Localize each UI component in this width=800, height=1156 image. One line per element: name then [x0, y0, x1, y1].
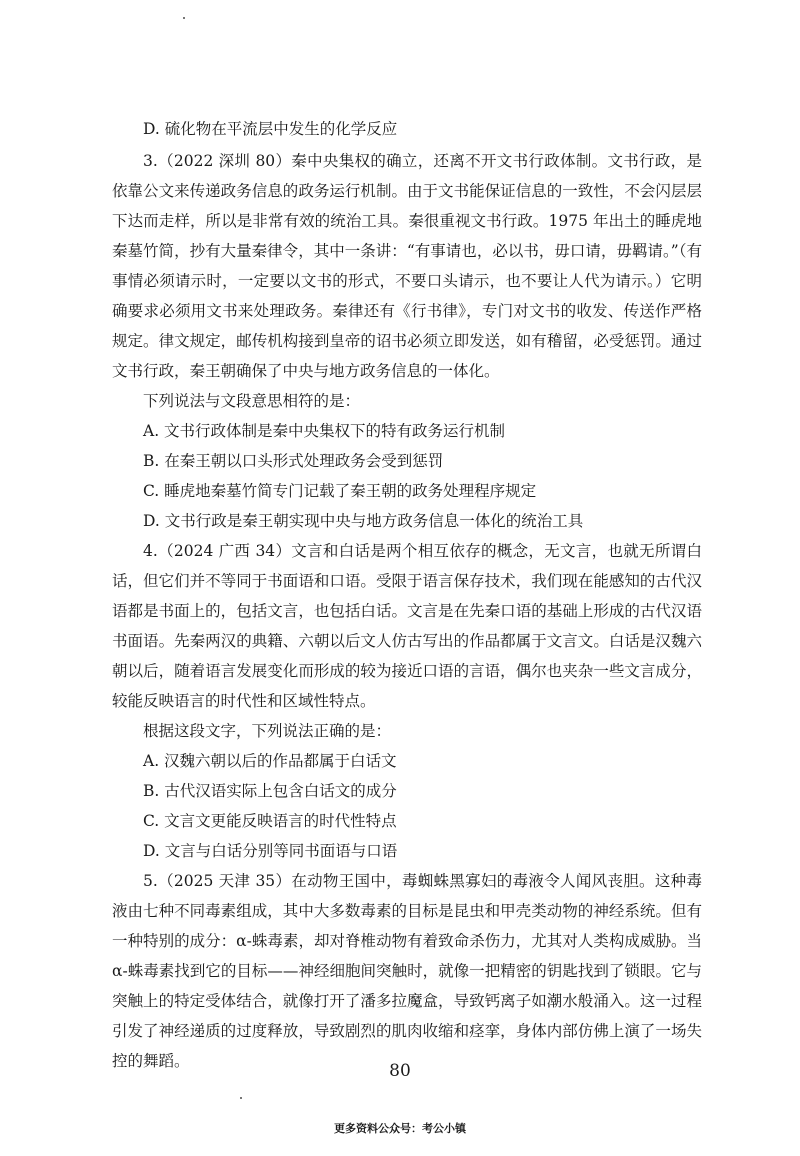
option-c: C. 睡虎地秦墓竹简专门记载了秦王朝的政务处理程序规定	[143, 482, 537, 500]
passage-text: 5.（2025 天津 35）在动物王国中，毒蜘蛛黑寡妇的毒液令人闻风丧胆。这种毒液由七种不同毒素组成，其中大多数毒素的目标是昆虫和甲壳类动物的神经系统。但有一种特别的成分：α-蛛毒素，却对脊椎动物有着致命杀伤力，尤其对人类构成威胁。当α-蛛毒素找到它的目标——神经细胞间突触时，就像一把精密的钥匙找到了锁眼。它与突触上的特定受体结合，就像打开了潘多拉魔盒，导致钙离子如潮水般涌入。这一过程引发了神经递质的过度释放，导致剧烈的肌肉收缩和痉挛，身体内部仿佛上演了一场失控的舞蹈。	[112, 872, 702, 1070]
question-4-options	[112, 746, 702, 866]
option-c: C. 文言文更能反映语言的时代性特点	[143, 812, 397, 830]
option-d: D. 文书行政是秦王朝实现中央与地方政务信息一体化的统治工具	[143, 512, 584, 530]
question-3-passage	[112, 146, 702, 386]
option-d: D. 文言与白话分别等同书面语与口语	[143, 842, 398, 860]
question-4-passage	[112, 536, 702, 716]
footer-note: 更多资料公众号：考公小镇	[334, 1122, 466, 1135]
passage-text: 4.（2024 广西 34）文言和白话是两个相互依存的概念，无文言，也就无所谓白话，但它们并不等同于书面语和口语。受限于语言保存技术，我们现在能感知的古代汉语都是书面上的，包括文言，也包括白话。文言是在先秦口语的基础上形成的古代汉语书面语。先秦两汉的典籍、六朝以后文人仿古写出的作品都属于文言文。白话是汉魏六朝以后，随着语言发展变化而形成的较为接近口语的言语，偶尔也夹杂一些文言成分，较能反映语言的时代性和区域性特点。	[112, 542, 702, 710]
question-3-stem	[112, 386, 702, 416]
passage-text: 3.（2022 深圳 80）秦中央集权的确立，还离不开文书行政体制。文书行政，是依靠公文来传递政务信息的政务运行机制。由于文书能保证信息的一致性，不会闪层层下达而走样，所以是非常有效的统治工具。秦很重视文书行政。1975 年出土的睡虎地秦墓竹简，抄有大量秦律令，其中一条讲：“有事请也，必以书，毋口请，毋羁请。”（有事情必须请示时，一定要以文书的形式，不要口头请示，也不要让人代为请示。）它明确要求必须用文书来处理政务。秦律还有《行书律》，专门对文书的收发、传送作严格规定。律文规定，邮传机构接到皇帝的诏书必须立即发送，如有稽留，必受惩罚。通过文书行政，秦王朝确保了中央与地方政务信息的一体化。	[112, 152, 702, 380]
scan-speck	[183, 17, 185, 19]
option-text: D. 硫化物在平流层中发生的化学反应	[143, 120, 398, 138]
page-number: 80	[389, 1061, 411, 1081]
option-b: B. 古代汉语实际上包含白话文的成分	[143, 782, 397, 800]
option-a: A. 文书行政体制是秦中央集权下的特有政务运行机制	[143, 422, 506, 440]
question-4-stem	[112, 716, 702, 746]
question-3-options	[112, 416, 702, 536]
question-5-passage	[112, 866, 702, 1076]
option-a: A. 汉魏六朝以后的作品都属于白话文	[143, 752, 397, 770]
stem-text: 下列说法与文段意思相符的是：	[143, 392, 361, 410]
stem-text: 根据这段文字，下列说法正确的是：	[143, 722, 392, 740]
option-b: B. 在秦王朝以口头形式处理政务会受到惩罚	[143, 452, 444, 470]
scan-speck	[240, 1097, 242, 1099]
previous-question-option-d	[112, 114, 702, 144]
